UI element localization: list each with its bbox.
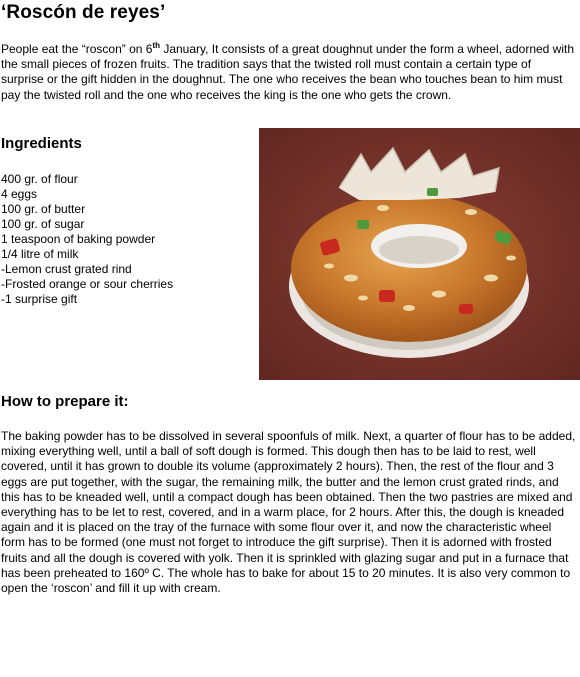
preparation-paragraph: The baking powder has to be dissolved in several spoonfuls of milk. Next, a quarter of flour has to be added, mixing everything well, until a ball of soft dough is formed. This dough then has to be laid to rest, well covered, until it has grown to double its volume (approximately 2 hours). Then, the rest of the flour and 3 eggs are put together, with the sugar, the remaining milk, the butter and the lemon crust grated rinds, and this has to be kneaded well, until a compact dough has been obtained. Then the two pastries are mixed and everything has to be let to rest, covered, and in a warm place, for 2 hours. After this, the dough is kneaded again and it is placed on the tray of the furnace with some flour over it, and now the characteristic wheel form has to be formed (one must not forget to introduce the gift surprise). Then it is adorned with frosted fruits and all the dough is covered with yolk. Then it is sprinkled with glazing sugar and put in a furnace that has been preheated to 160º C. The whole has to bake for about 15 to 20 minutes. It is also very common to open the ‘roscon’ and fill it up with cream.	[1, 429, 576, 596]
ingredient-item: 100 gr. of butter	[1, 202, 86, 216]
ingredient-item: 1/4 litre of milk	[1, 247, 79, 261]
almond	[432, 291, 446, 298]
roscon-photo-drawing	[259, 128, 580, 380]
almond	[324, 264, 334, 269]
preparation-heading: How to prepare it:	[1, 393, 129, 410]
fruit-green	[357, 220, 369, 229]
fruit-red	[379, 290, 395, 302]
roscon-hole-shadow	[379, 236, 459, 264]
almond	[484, 275, 498, 282]
ingredient-item: 400 gr. of flour	[1, 172, 78, 186]
intro-paragraph	[1, 42, 576, 103]
fruit-green	[427, 188, 438, 196]
intro-superscript: th	[152, 41, 160, 50]
intro-text-start: People eat the “roscon” on 6	[1, 42, 153, 56]
almond	[506, 256, 516, 261]
fruit-red	[459, 304, 473, 314]
ingredient-item: -Lemon crust grated rind	[1, 262, 132, 276]
roscon-photo	[259, 128, 580, 380]
ingredient-item: -1 surprise gift	[1, 292, 78, 306]
page-title: ‘Roscón de reyes’	[1, 2, 166, 23]
almond	[465, 209, 477, 215]
intro-text-end: January, It consists of a great doughnut under the form a wheel, adorned with the small pieces of frozen fruits. The tradition says that the twisted roll must contain a certain type of surprise or the gift hidden in the doughnut. The one who receives the bean who touches bean to him must pay the twisted roll and the one who receives the king is the one who gets the crown.	[1, 42, 575, 102]
ingredient-item: 100 gr. of sugar	[1, 217, 85, 231]
ingredient-item: 1 teaspoon of baking powder	[1, 232, 156, 246]
almond	[377, 205, 389, 211]
almond	[344, 275, 358, 282]
almond	[403, 305, 415, 311]
ingredient-item: -Frosted orange or sour cherries	[1, 277, 174, 291]
ingredients-heading: Ingredients	[1, 135, 82, 152]
ingredients-list	[1, 172, 173, 307]
almond	[358, 296, 368, 301]
ingredient-item: 4 eggs	[1, 187, 38, 201]
